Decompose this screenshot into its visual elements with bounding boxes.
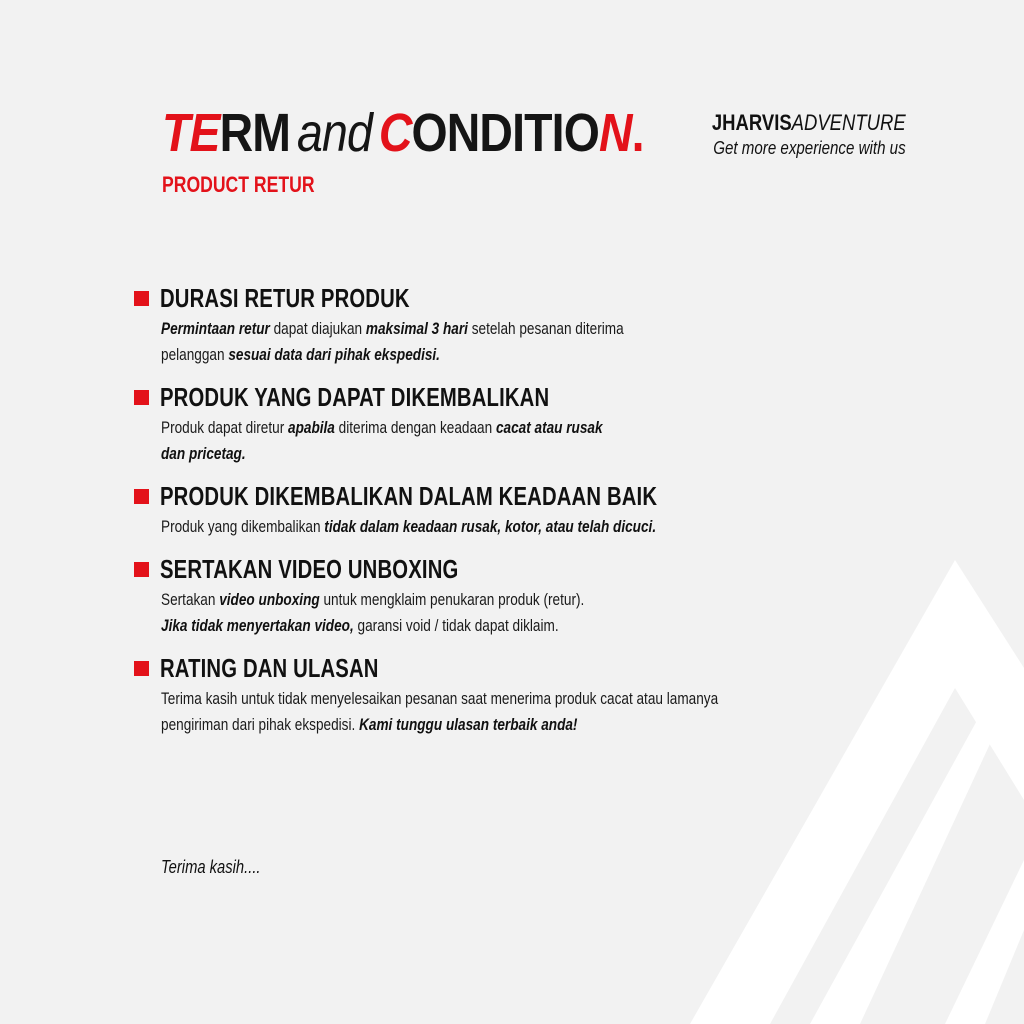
terms-list <box>134 280 894 749</box>
term-section <box>134 650 894 738</box>
term-heading <box>134 650 894 686</box>
red-square-bullet-icon <box>134 562 149 577</box>
term-body <box>161 316 833 368</box>
body-text-segment: untuk mengklaim penukaran produk (retur). <box>319 590 585 609</box>
emphasis-text: maksimal 3 hari <box>365 319 468 338</box>
term-heading-text: RATING DAN ULASAN <box>160 652 379 683</box>
red-square-bullet-icon <box>134 661 149 676</box>
term-section <box>134 551 894 639</box>
title-part-1: TE <box>162 103 220 163</box>
body-text-segment: dapat diajukan <box>269 319 366 338</box>
emphasis-text: Permintaan retur <box>161 319 270 338</box>
emphasis-text: Jika tidak menyertakan video, <box>161 616 354 635</box>
brand-name-regular: ADVENTURE <box>792 110 906 135</box>
title-part-6: N <box>598 103 632 163</box>
term-body-line <box>161 441 833 467</box>
red-square-bullet-icon <box>134 291 149 306</box>
body-text-segment: Produk dapat diretur <box>161 418 289 437</box>
term-body-line <box>161 686 833 712</box>
term-body <box>161 514 833 540</box>
term-heading <box>134 280 894 316</box>
term-body-line <box>161 342 833 368</box>
brand-logo-text <box>712 110 906 136</box>
body-text-segment: Terima kasih untuk tidak menyelesaikan pesanan saat menerima produk cacat atau lamanya <box>161 689 719 708</box>
term-body-line <box>161 415 833 441</box>
term-section <box>134 478 894 540</box>
term-heading-text: PRODUK YANG DAPAT DIKEMBALIKAN <box>160 381 550 412</box>
body-text-segment: diterima dengan keadaan <box>334 418 496 437</box>
term-heading-text: SERTAKAN VIDEO UNBOXING <box>160 553 459 584</box>
term-body-line <box>161 587 833 613</box>
body-text-segment: pengiriman dari pihak ekspedisi. <box>161 715 360 734</box>
title-part-2: RM <box>219 103 291 163</box>
term-heading <box>134 478 894 514</box>
emphasis-text: sesuai data dari pihak ekspedisi. <box>228 345 440 364</box>
term-body-line <box>161 712 833 738</box>
brand-name-bold: JHARVIS <box>712 110 793 135</box>
term-heading-text: DURASI RETUR PRODUK <box>160 282 410 313</box>
term-body-line <box>161 316 833 342</box>
term-body <box>161 587 833 639</box>
term-body <box>161 415 833 467</box>
body-text-segment: Produk yang dikembalikan <box>161 517 325 536</box>
brand-block <box>712 110 906 160</box>
term-body-line <box>161 514 833 540</box>
body-text-segment: pelanggan <box>161 345 229 364</box>
page-subtitle: PRODUCT RETUR <box>162 172 315 197</box>
red-square-bullet-icon <box>134 390 149 405</box>
emphasis-text: dan pricetag. <box>161 444 246 463</box>
term-body-line <box>161 613 833 639</box>
emphasis-text: Kami tunggu ulasan terbaik anda! <box>359 715 578 734</box>
emphasis-text: video unboxing <box>219 590 320 609</box>
emphasis-text: cacat atau rusak <box>495 418 603 437</box>
term-section <box>134 280 894 368</box>
term-body <box>161 686 833 738</box>
closing-note: Terima kasih.... <box>161 857 261 877</box>
emphasis-text: apabila <box>288 418 335 437</box>
term-heading <box>134 379 894 415</box>
page-title <box>162 100 644 166</box>
title-part-5: ONDITIO <box>411 103 599 163</box>
brand-tagline: Get more experience with us <box>713 138 906 158</box>
title-part-7: . <box>631 103 644 163</box>
term-heading-text: PRODUK DIKEMBALIKAN DALAM KEADAAN BAIK <box>160 480 658 511</box>
body-text-segment: Sertakan <box>161 590 220 609</box>
title-part-4: C <box>378 103 412 163</box>
red-square-bullet-icon <box>134 489 149 504</box>
emphasis-text: tidak dalam keadaan rusak, kotor, atau telah dicuci. <box>324 517 657 536</box>
body-text-segment: setelah pesanan diterima <box>467 319 624 338</box>
term-section <box>134 379 894 467</box>
body-text-segment: garansi void / tidak dapat diklaim. <box>353 616 559 635</box>
title-part-3: and <box>297 103 372 163</box>
term-heading <box>134 551 894 587</box>
